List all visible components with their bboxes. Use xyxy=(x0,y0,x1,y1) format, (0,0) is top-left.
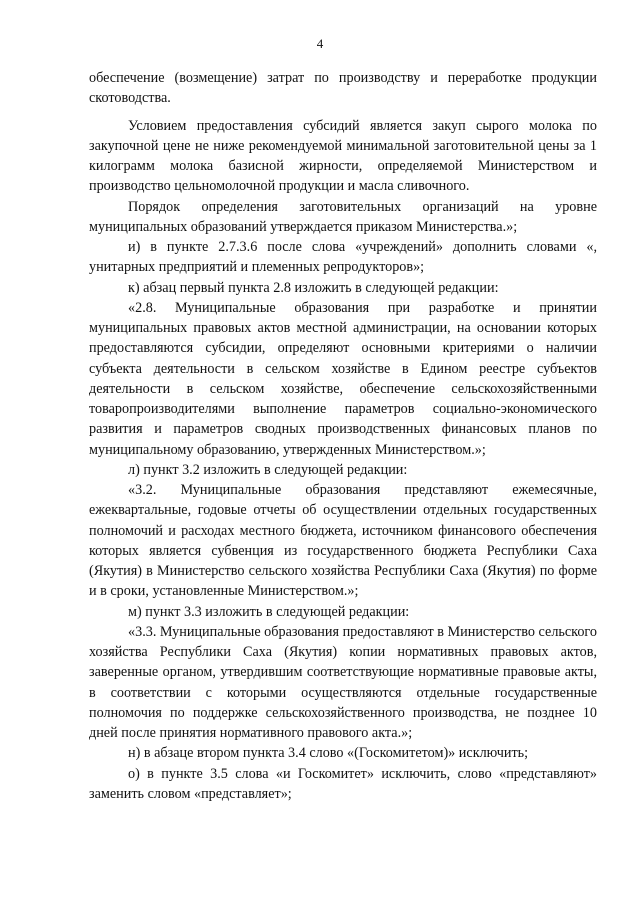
paragraph-10: «3.3. Муниципальные образования предоставляют в Министерство сельского хозяйства Республики Саха (Якутия) копии нормативных правовых актов, заверенные органом, утвердившим соответствующие нормативные правовые акты, в соответствии с которыми осуществляются отдельные государственные полномочия по поддержке сельскохозяйственного производства, не позднее 10 дней после принятия нормативного правового акта.»; xyxy=(89,623,597,741)
paragraph-2: Условием предоставления субсидий является закуп сырого молока по закупочной цене не ниже рекомендуемой минимальной заготовительной цены за 1 килограмм молока базисной жирности, определяемой Министерством и производство цельномолочной продукции и масла сливочного. xyxy=(89,117,597,195)
paragraph-3: Порядок определения заготовительных организаций на уровне муниципальных образований утверждается приказом Министерства.»; xyxy=(89,198,597,235)
paragraph-11: н) в абзаце втором пункта 3.4 слово «(Госкомитетом)» исключить; xyxy=(128,745,529,762)
page-number: 4 xyxy=(316,36,324,51)
paragraph-gap xyxy=(89,109,597,116)
document-body xyxy=(89,68,597,804)
paragraph-12: о) в пункте 3.5 слова «и Госкомитет» исключить, слово «представляют» заменить словом «представляет»; xyxy=(89,765,597,802)
paragraph-1: обеспечение (возмещение) затрат по производству и переработке продукции скотоводства. xyxy=(89,70,597,107)
paragraph-8: «3.2. Муниципальные образования представляют ежемесячные, ежеквартальные, годовые отчеты об осуществлении отдельных государственных полномочий и расходах местного бюджета, источником финансового обеспечения которых является субвенция из государственного бюджета Республики Саха (Якутия) в Министерство сельского хозяйства Республики Саха (Якутия) по форме и в сроки, установленные Министерством.»; xyxy=(89,482,597,600)
paragraph-7: л) пункт 3.2 изложить в следующей редакции: xyxy=(128,461,408,478)
paragraph-5: к) абзац первый пункта 2.8 изложить в следующей редакции: xyxy=(128,279,499,296)
paragraph-6: «2.8. Муниципальные образования при разработке и принятии муниципальных правовых актов местной администрации, на основании которых предоставляются субсидии, определяют основными критериями о наличии субъекта деятельности в сельском хозяйстве в Едином реестре субъектов деятельности в сельском хозяйстве, обеспечение сельскохозяйственными товаропроизводителями выполнение параметров социально-экономического развития и параметров сводных производственных финансовых планов по муниципальному образованию, утвержденных Министерством.»; xyxy=(89,299,597,458)
paragraph-9: м) пункт 3.3 изложить в следующей редакции: xyxy=(128,603,410,620)
paragraph-4: и) в пункте 2.7.3.6 после слова «учреждений» дополнить словами «, унитарных предприятий и племенных репродукторов»; xyxy=(89,239,597,276)
